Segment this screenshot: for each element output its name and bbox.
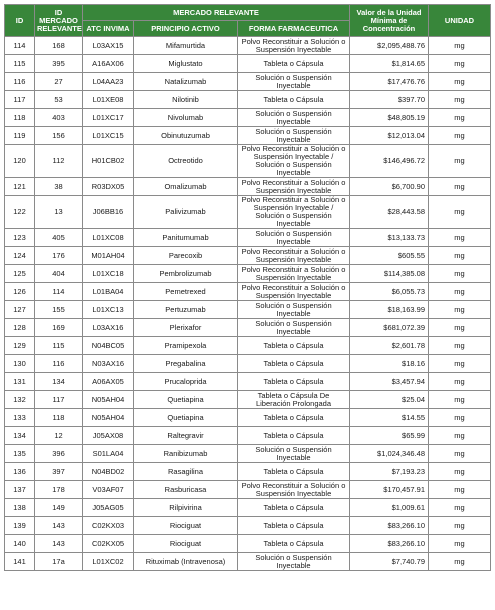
cell-id: 124 — [5, 247, 35, 265]
table-row — [5, 445, 491, 463]
price-table-container — [4, 4, 490, 571]
cell-principio: Riociguat — [134, 535, 238, 553]
cell-atc: V03AF07 — [83, 481, 134, 499]
cell-id: 125 — [5, 265, 35, 283]
cell-principio: Obinutuzumab — [134, 127, 238, 145]
cell-id: 121 — [5, 178, 35, 196]
cell-id-mercado: 116 — [35, 355, 83, 373]
cell-unidad: mg — [429, 37, 491, 55]
cell-atc: J05AG05 — [83, 499, 134, 517]
cell-valor: $83,266.10 — [350, 517, 429, 535]
cell-valor: $605.55 — [350, 247, 429, 265]
cell-id-mercado: 395 — [35, 55, 83, 73]
cell-id-mercado: 403 — [35, 109, 83, 127]
cell-unidad: mg — [429, 55, 491, 73]
table-row — [5, 55, 491, 73]
cell-id: 131 — [5, 373, 35, 391]
cell-forma: Solución o Suspensión Inyectable — [238, 73, 350, 91]
table-row — [5, 37, 491, 55]
cell-forma: Polvo Reconstituir a Solución o Suspensión Inyectable — [238, 178, 350, 196]
cell-id: 141 — [5, 553, 35, 571]
cell-atc: R03DX05 — [83, 178, 134, 196]
cell-atc: N05AH04 — [83, 409, 134, 427]
cell-forma: Solución o Suspensión Inyectable — [238, 553, 350, 571]
header-unidad: UNIDAD — [429, 5, 491, 37]
cell-id: 115 — [5, 55, 35, 73]
cell-atc: L03AX15 — [83, 37, 134, 55]
cell-id-mercado: 38 — [35, 178, 83, 196]
cell-forma: Tableta o Cápsula — [238, 373, 350, 391]
cell-unidad: mg — [429, 229, 491, 247]
cell-id-mercado: 143 — [35, 535, 83, 553]
cell-forma: Tableta o Cápsula — [238, 409, 350, 427]
cell-valor: $25.04 — [350, 391, 429, 409]
cell-atc: L03AX16 — [83, 319, 134, 337]
cell-atc: N03AX16 — [83, 355, 134, 373]
cell-unidad: mg — [429, 499, 491, 517]
cell-valor: $14.55 — [350, 409, 429, 427]
cell-unidad: mg — [429, 127, 491, 145]
cell-unidad: mg — [429, 91, 491, 109]
cell-id-mercado: 404 — [35, 265, 83, 283]
cell-id-mercado: 53 — [35, 91, 83, 109]
cell-valor: $13,133.73 — [350, 229, 429, 247]
table-row — [5, 196, 491, 229]
cell-forma: Tableta o Cápsula — [238, 337, 350, 355]
cell-atc: L01XC18 — [83, 265, 134, 283]
cell-principio: Nivolumab — [134, 109, 238, 127]
cell-id-mercado: 168 — [35, 37, 83, 55]
cell-principio: Rilpivirina — [134, 499, 238, 517]
cell-principio: Rituximab (Intravenosa) — [134, 553, 238, 571]
cell-forma: Polvo Reconstituir a Solución o Suspensión Inyectable — [238, 247, 350, 265]
cell-unidad: mg — [429, 301, 491, 319]
cell-id-mercado: 112 — [35, 145, 83, 178]
cell-principio: Mifamurtida — [134, 37, 238, 55]
table-row — [5, 553, 491, 571]
cell-unidad: mg — [429, 178, 491, 196]
cell-atc: L01XE08 — [83, 91, 134, 109]
cell-forma: Solución o Suspensión Inyectable — [238, 109, 350, 127]
cell-forma: Tableta o Cápsula — [238, 55, 350, 73]
cell-valor: $12,013.04 — [350, 127, 429, 145]
cell-id-mercado: 405 — [35, 229, 83, 247]
cell-forma: Tableta o Cápsula — [238, 499, 350, 517]
cell-atc: N05AH04 — [83, 391, 134, 409]
table-row — [5, 301, 491, 319]
cell-forma: Tableta o Cápsula — [238, 427, 350, 445]
cell-principio: Pramipexola — [134, 337, 238, 355]
cell-principio: Panitumumab — [134, 229, 238, 247]
cell-id-mercado: 176 — [35, 247, 83, 265]
cell-id-mercado: 169 — [35, 319, 83, 337]
cell-forma: Tableta o Cápsula — [238, 355, 350, 373]
cell-forma: Polvo Reconstituir a Solución o Suspensión Inyectable — [238, 37, 350, 55]
cell-principio: Nilotinib — [134, 91, 238, 109]
cell-id-mercado: 397 — [35, 463, 83, 481]
table-row — [5, 427, 491, 445]
header-id: ID — [5, 5, 35, 37]
cell-valor: $114,385.08 — [350, 265, 429, 283]
cell-id: 122 — [5, 196, 35, 229]
cell-principio: Quetiapina — [134, 391, 238, 409]
cell-id-mercado: 156 — [35, 127, 83, 145]
cell-id: 139 — [5, 517, 35, 535]
cell-atc: L04AA23 — [83, 73, 134, 91]
cell-forma: Polvo Reconstituir a Solución o Suspensión Inyectable / Solución o Suspensión Inyectable — [238, 145, 350, 178]
cell-id: 120 — [5, 145, 35, 178]
cell-id: 134 — [5, 427, 35, 445]
cell-id-mercado: 149 — [35, 499, 83, 517]
cell-principio: Omalizumab — [134, 178, 238, 196]
cell-atc: J06BB16 — [83, 196, 134, 229]
cell-atc: A16AX06 — [83, 55, 134, 73]
cell-principio: Rasburicasa — [134, 481, 238, 499]
header-mercado-relevante: MERCADO RELEVANTE — [83, 5, 350, 21]
cell-atc: C02KX05 — [83, 535, 134, 553]
cell-forma: Polvo Reconstituir a Solución o Suspensión Inyectable — [238, 481, 350, 499]
cell-principio: Pemetrexed — [134, 283, 238, 301]
cell-id: 126 — [5, 283, 35, 301]
table-row — [5, 355, 491, 373]
table-row — [5, 145, 491, 178]
cell-unidad: mg — [429, 319, 491, 337]
header-principio: PRINCIPIO ACTIVO — [134, 21, 238, 37]
cell-valor: $18,163.99 — [350, 301, 429, 319]
table-row — [5, 229, 491, 247]
cell-unidad: mg — [429, 535, 491, 553]
cell-valor: $7,193.23 — [350, 463, 429, 481]
cell-forma: Tableta o Cápsula — [238, 463, 350, 481]
cell-id-mercado: 117 — [35, 391, 83, 409]
cell-id: 130 — [5, 355, 35, 373]
cell-unidad: mg — [429, 265, 491, 283]
table-row — [5, 319, 491, 337]
cell-id: 138 — [5, 499, 35, 517]
cell-valor: $3,457.94 — [350, 373, 429, 391]
cell-principio: Ranibizumab — [134, 445, 238, 463]
cell-valor: $2,095,488.76 — [350, 37, 429, 55]
cell-id: 118 — [5, 109, 35, 127]
cell-valor: $28,443.58 — [350, 196, 429, 229]
table-row — [5, 91, 491, 109]
cell-principio: Raltegravir — [134, 427, 238, 445]
cell-principio: Miglustato — [134, 55, 238, 73]
cell-valor: $6,055.73 — [350, 283, 429, 301]
cell-id: 140 — [5, 535, 35, 553]
table-row — [5, 409, 491, 427]
cell-atc: L01XC15 — [83, 127, 134, 145]
table-row — [5, 499, 491, 517]
table-row — [5, 481, 491, 499]
cell-unidad: mg — [429, 283, 491, 301]
cell-id-mercado: 114 — [35, 283, 83, 301]
cell-unidad: mg — [429, 517, 491, 535]
cell-id-mercado: 115 — [35, 337, 83, 355]
cell-forma: Solución o Suspensión Inyectable — [238, 319, 350, 337]
table-row — [5, 535, 491, 553]
cell-principio: Pembrolizumab — [134, 265, 238, 283]
cell-atc: H01CB02 — [83, 145, 134, 178]
cell-atc: N04BC05 — [83, 337, 134, 355]
cell-principio: Natalizumab — [134, 73, 238, 91]
cell-principio: Prucaloprida — [134, 373, 238, 391]
cell-forma: Solución o Suspensión Inyectable — [238, 229, 350, 247]
cell-id-mercado: 13 — [35, 196, 83, 229]
table-row — [5, 337, 491, 355]
cell-atc: L01XC13 — [83, 301, 134, 319]
cell-principio: Quetiapina — [134, 409, 238, 427]
cell-valor: $397.70 — [350, 91, 429, 109]
cell-id: 117 — [5, 91, 35, 109]
table-body — [5, 37, 491, 571]
cell-unidad: mg — [429, 109, 491, 127]
header-atc: ATC INVIMA — [83, 21, 134, 37]
table-row — [5, 127, 491, 145]
cell-id: 119 — [5, 127, 35, 145]
cell-unidad: mg — [429, 463, 491, 481]
cell-principio: Rasagilina — [134, 463, 238, 481]
cell-unidad: mg — [429, 409, 491, 427]
cell-principio: Pregabalina — [134, 355, 238, 373]
cell-valor: $17,476.76 — [350, 73, 429, 91]
cell-id-mercado: 12 — [35, 427, 83, 445]
cell-forma: Solución o Suspensión Inyectable — [238, 301, 350, 319]
cell-unidad: mg — [429, 337, 491, 355]
cell-unidad: mg — [429, 145, 491, 178]
cell-valor: $170,457.91 — [350, 481, 429, 499]
cell-id-mercado: 118 — [35, 409, 83, 427]
cell-valor: $18.16 — [350, 355, 429, 373]
cell-forma: Tableta o Cápsula — [238, 535, 350, 553]
cell-atc: C02KX03 — [83, 517, 134, 535]
cell-unidad: mg — [429, 553, 491, 571]
table-row — [5, 265, 491, 283]
header-forma: FORMA FARMACEUTICA — [238, 21, 350, 37]
cell-forma: Tableta o Cápsula De Liberación Prolongada — [238, 391, 350, 409]
cell-atc: A06AX05 — [83, 373, 134, 391]
cell-forma: Solución o Suspensión Inyectable — [238, 445, 350, 463]
cell-atc: L01XC17 — [83, 109, 134, 127]
cell-id: 129 — [5, 337, 35, 355]
cell-id: 133 — [5, 409, 35, 427]
cell-atc: L01BA04 — [83, 283, 134, 301]
cell-principio: Octreotido — [134, 145, 238, 178]
cell-unidad: mg — [429, 247, 491, 265]
cell-id: 136 — [5, 463, 35, 481]
table-row — [5, 283, 491, 301]
table-row — [5, 463, 491, 481]
cell-atc: L01XC08 — [83, 229, 134, 247]
cell-valor: $7,740.79 — [350, 553, 429, 571]
table-row — [5, 109, 491, 127]
cell-id: 135 — [5, 445, 35, 463]
cell-id: 114 — [5, 37, 35, 55]
cell-valor: $6,700.90 — [350, 178, 429, 196]
cell-forma: Polvo Reconstituir a Solución o Suspensión Inyectable — [238, 283, 350, 301]
cell-valor: $65.99 — [350, 427, 429, 445]
table-header — [5, 5, 491, 37]
cell-valor: $48,805.19 — [350, 109, 429, 127]
cell-unidad: mg — [429, 391, 491, 409]
cell-forma: Solución o Suspensión Inyectable — [238, 127, 350, 145]
cell-valor: $681,072.39 — [350, 319, 429, 337]
cell-valor: $2,601.78 — [350, 337, 429, 355]
cell-id-mercado: 155 — [35, 301, 83, 319]
cell-unidad: mg — [429, 373, 491, 391]
cell-id: 127 — [5, 301, 35, 319]
cell-atc: S01LA04 — [83, 445, 134, 463]
table-row — [5, 517, 491, 535]
cell-valor: $1,024,346.48 — [350, 445, 429, 463]
cell-id-mercado: 178 — [35, 481, 83, 499]
header-id-mercado: ID MERCADO RELEVANTE — [35, 5, 83, 37]
cell-id-mercado: 143 — [35, 517, 83, 535]
cell-valor: $146,496.72 — [350, 145, 429, 178]
table-row — [5, 373, 491, 391]
cell-unidad: mg — [429, 73, 491, 91]
header-valor: Valor de la Unidad Mínima de Concentración — [350, 5, 429, 37]
cell-atc: L01XC02 — [83, 553, 134, 571]
cell-unidad: mg — [429, 355, 491, 373]
cell-id-mercado: 134 — [35, 373, 83, 391]
cell-forma: Tableta o Cápsula — [238, 517, 350, 535]
table-row — [5, 391, 491, 409]
cell-atc: M01AH04 — [83, 247, 134, 265]
cell-id: 128 — [5, 319, 35, 337]
cell-unidad: mg — [429, 196, 491, 229]
cell-forma: Tableta o Cápsula — [238, 91, 350, 109]
cell-id: 137 — [5, 481, 35, 499]
cell-id-mercado: 17a — [35, 553, 83, 571]
cell-atc: N04BD02 — [83, 463, 134, 481]
cell-principio: Parecoxib — [134, 247, 238, 265]
cell-id: 116 — [5, 73, 35, 91]
cell-id: 123 — [5, 229, 35, 247]
cell-principio: Riociguat — [134, 517, 238, 535]
cell-forma: Polvo Reconstituir a Solución o Suspensión Inyectable / Solución o Suspensión Inyectable — [238, 196, 350, 229]
cell-unidad: mg — [429, 427, 491, 445]
price-table — [4, 4, 491, 571]
table-row — [5, 178, 491, 196]
cell-id: 132 — [5, 391, 35, 409]
cell-atc: J05AX08 — [83, 427, 134, 445]
table-row — [5, 247, 491, 265]
cell-principio: Plerixafor — [134, 319, 238, 337]
cell-principio: Pertuzumab — [134, 301, 238, 319]
cell-principio: Palivizumab — [134, 196, 238, 229]
cell-valor: $1,009.61 — [350, 499, 429, 517]
cell-unidad: mg — [429, 481, 491, 499]
cell-valor: $1,814.65 — [350, 55, 429, 73]
table-row — [5, 73, 491, 91]
cell-valor: $83,266.10 — [350, 535, 429, 553]
cell-id-mercado: 27 — [35, 73, 83, 91]
cell-forma: Polvo Reconstituir a Solución o Suspensión Inyectable — [238, 265, 350, 283]
cell-id-mercado: 396 — [35, 445, 83, 463]
cell-unidad: mg — [429, 445, 491, 463]
